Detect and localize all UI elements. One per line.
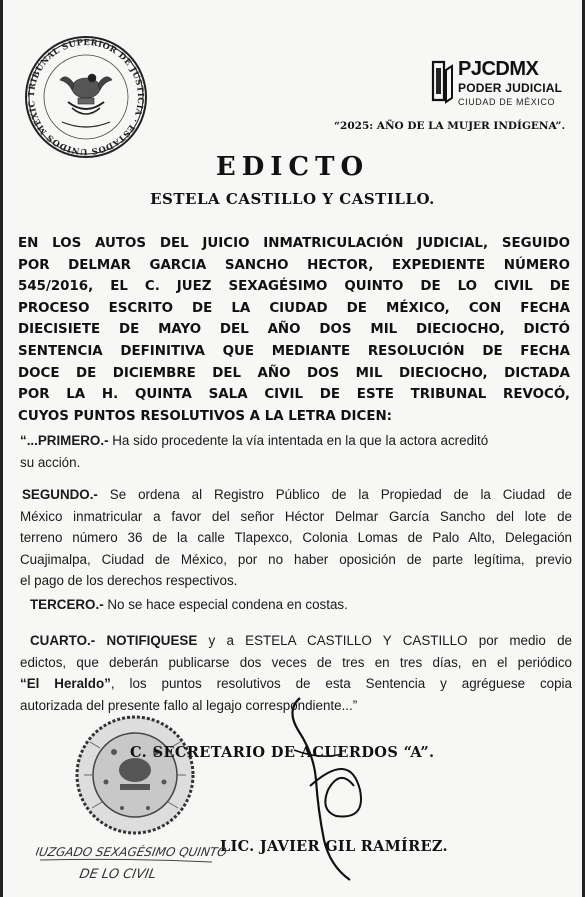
lead-line: POR DELMAR GARCIA SANCHO HECTOR, EXPEDIENTE NÚMERO bbox=[18, 257, 570, 273]
primero-line: su acción. bbox=[20, 454, 81, 470]
seal-text: TRIBUNAL SUPERIOR DE JUSTICIA · ESTADOS UNIDOS MEXIC bbox=[25, 36, 147, 158]
cuarto-text: y a ESTELA CASTILLO Y CASTILLO por medio de bbox=[197, 633, 572, 648]
newspaper-name: “El Heraldo” bbox=[20, 676, 111, 692]
lead-line: CUYOS PUNTOS RESOLUTIVOS A LA LETRA DICEN: bbox=[18, 408, 393, 424]
lead-paragraph bbox=[18, 233, 570, 427]
lead-line: DIECISIETE DE MAYO DEL AÑO DOS MIL DIECIOCHO, DICTÓ bbox=[18, 322, 570, 338]
year-motto: “2025: AÑO DE LA MUJER INDÍGENA”. bbox=[334, 120, 566, 132]
handwritten-line2: DE LO CIVIL bbox=[78, 867, 158, 882]
cuarto-label: CUARTO.- bbox=[30, 633, 96, 648]
cuarto-text: , los puntos resolutivos de esta Sentencia y agréguese copia bbox=[110, 676, 572, 692]
handwritten-court-note bbox=[36, 838, 226, 888]
eagle-emblem-icon bbox=[60, 74, 112, 127]
notifiquese-word: NOTIFIQUESE bbox=[106, 633, 198, 648]
segundo-line bbox=[20, 484, 572, 506]
logo-name: PJCDMX bbox=[458, 58, 539, 80]
secretary-line: C. SECRETARIO DE ACUERDOS “A”. bbox=[130, 744, 435, 761]
tercero-label: TERCERO.- bbox=[30, 597, 104, 612]
segundo-text: Se ordena al Registro Público de la Propiedad de la Ciudad de bbox=[97, 487, 572, 502]
signer-name: LIC. JAVIER GIL RAMÍREZ. bbox=[220, 838, 448, 855]
addressee: ESTELA CASTILLO Y CASTILLO. bbox=[150, 190, 435, 208]
segundo-line: México inmatricular a favor del señor Héctor Delmar García Sancho del lote de bbox=[20, 508, 572, 524]
lead-line: EN LOS AUTOS DEL JUICIO INMATRICULACIÓN JUDICIAL, SEGUIDO bbox=[18, 236, 570, 251]
tercero-line bbox=[30, 594, 570, 616]
resolutivo-segundo bbox=[20, 484, 572, 592]
court-stamp bbox=[70, 712, 200, 838]
tercero-text: No se hace especial condena en costas. bbox=[103, 597, 348, 612]
lead-line: SENTENCIA DEFINITIVA QUE MEDIANTE RESOLUCIÓN DE FECHA bbox=[18, 343, 570, 359]
primero-label: “...PRIMERO.- bbox=[20, 433, 109, 448]
lead-line: DOCE DE DICIEMBRE DEL AÑO DOS MIL DIECIOCHO, DICTADA bbox=[18, 365, 570, 381]
resolutivo-primero bbox=[20, 430, 572, 473]
primero-line bbox=[20, 430, 572, 452]
resolutivo-tercero bbox=[30, 594, 570, 616]
left-scan-border bbox=[0, 0, 3, 897]
cuarto-line: autorizada del presente fallo al legajo correspondiente...” bbox=[20, 697, 358, 713]
pjcdmx-logo bbox=[430, 58, 570, 118]
handwritten-line1: JUZGADO SEXAGÉSIMO QUINTO bbox=[36, 845, 226, 859]
segundo-label: SEGUNDO.- bbox=[22, 487, 98, 502]
lead-line: POR LA H. QUINTA SALA CIVIL DE ESTE TRIBUNAL REVOCÓ, bbox=[18, 387, 570, 403]
lead-line: PROCESO ESCRITO DE LA CIUDAD DE MÉXICO, CON FECHA bbox=[18, 300, 570, 316]
logo-line2: CIUDAD DE MÉXICO bbox=[458, 97, 556, 107]
cuarto-line bbox=[20, 630, 572, 652]
segundo-line: terreno número 36 de la calle Tlapexco, Colonia Lomas de Palo Alto, Delegación bbox=[20, 530, 572, 546]
document-title: EDICTO bbox=[215, 152, 370, 182]
handwritten-signature bbox=[280, 690, 380, 890]
lead-line: 545/2016, EL C. JUEZ SEXAGÉSIMO QUINTO DE LO CIVIL DE bbox=[18, 279, 570, 295]
cuarto-line: edictos, que deberán publicarse dos veces de tres en tres días, en el periódico bbox=[20, 654, 572, 670]
segundo-line: el pago de los derechos respectivos. bbox=[20, 573, 238, 589]
pjcdmx-logo-icon bbox=[430, 60, 456, 104]
segundo-line: Cuajimalpa, Ciudad de México, por no haber oposición de parte legítima, previo bbox=[20, 551, 572, 567]
court-seal bbox=[22, 36, 150, 158]
logo-line1: PODER JUDICIAL bbox=[458, 81, 563, 95]
primero-text: Ha sido procedente la vía intentada en la que la actora acreditó bbox=[108, 433, 489, 448]
